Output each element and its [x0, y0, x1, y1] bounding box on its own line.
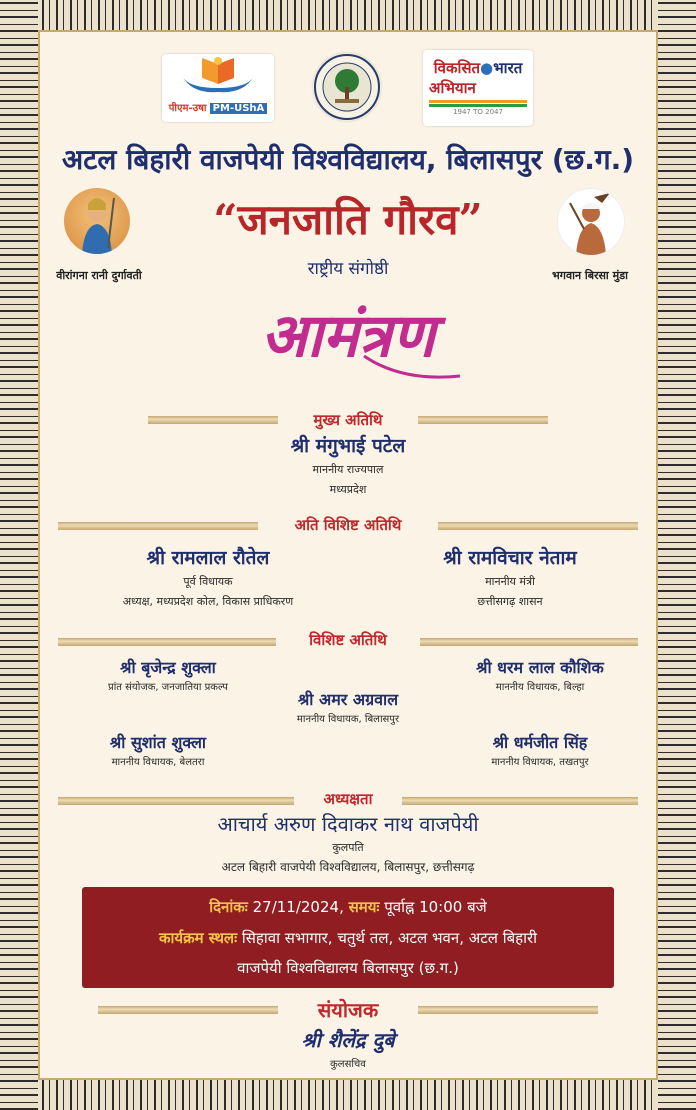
- tribal-border-left: [0, 0, 38, 1110]
- date-value: 27/11/2024: [252, 898, 340, 916]
- invitation-swash-icon: [362, 352, 462, 380]
- pm-usha-en: PM-UShA: [210, 103, 268, 114]
- viksit-bharat-logo: [423, 50, 533, 126]
- divider-left: [58, 797, 294, 805]
- special-guest-name: श्री धर्मजीत सिंह: [492, 733, 588, 752]
- convener-name: श्री शैलेंद्र दुबे: [301, 1028, 395, 1052]
- special-guest-role: प्रांत संयोजक, जनजातिया प्रकल्प: [108, 682, 228, 693]
- special-guest-heading: विशिष्ट अतिथि: [309, 631, 387, 649]
- presidency-heading: अध्यक्षता: [323, 790, 373, 808]
- venue-value-line2: वाजपेयी विश्वविद्यालय बिलासपुर (छ.ग.): [237, 959, 459, 977]
- rani-durgavati-portrait: [64, 188, 130, 254]
- divider-right: [418, 1006, 598, 1014]
- saffron-stripe: [429, 100, 527, 103]
- warrior-queen-icon: [64, 188, 130, 254]
- divider-right: [418, 416, 548, 424]
- special-guest-name: श्री सुशांत शुक्ला: [109, 733, 207, 752]
- green-stripe: [429, 104, 527, 107]
- chief-guest-line2: मध्यप्रदेश: [329, 483, 367, 496]
- special-guest-name: श्री अमर अग्रवाल: [297, 690, 399, 709]
- special-guest-role: माननीय विधायक, बेलतरा: [111, 757, 205, 768]
- left-portrait-caption: वीरांगना रानी दुर्गावती: [56, 269, 142, 282]
- book-hands-icon: [162, 54, 274, 98]
- venue-label: कार्यक्रम स्थलः: [158, 929, 238, 947]
- divider-left: [58, 638, 276, 646]
- chief-guest-line1: माननीय राज्यपाल: [312, 463, 384, 476]
- divider-right: [438, 522, 638, 530]
- date-label: दिनांकः: [209, 898, 248, 916]
- university-seal-icon: [313, 53, 381, 121]
- special-chief-guest-left-name: श्री रामलाल रौतेल: [146, 547, 270, 569]
- event-title: “जनजाति गौरव”: [213, 195, 483, 244]
- special-guest-name: श्री धरम लाल कौशिक: [476, 658, 604, 677]
- right-portrait-caption: भगवान बिरसा मुंडा: [552, 269, 628, 282]
- birsa-munda-portrait: [557, 188, 625, 256]
- special-guest-role: माननीय विधायक, तखतपुर: [491, 757, 589, 768]
- presidency-line1: कुलपति: [332, 841, 364, 854]
- divider-left: [148, 416, 278, 424]
- venue-value-line1: सिहावा सभागार, चतुर्थ तल, अटल भवन, अटल बिहारी: [241, 929, 538, 947]
- special-chief-guest-right-name: श्री रामविचार नेताम: [443, 547, 577, 569]
- special-chief-guest-right-line1: माननीय मंत्री: [485, 575, 535, 588]
- presidency-line2: अटल बिहारी वाजपेयी विश्वविद्यालय, बिलासपुर, छत्तीसगढ़: [221, 860, 475, 874]
- pm-usha-logo: [162, 54, 274, 122]
- special-chief-guest-heading: अति विशिष्ट अतिथि: [294, 516, 402, 534]
- pm-usha-hindi: पीएम-उषा: [168, 103, 207, 114]
- convener-role: कुलसचिव: [330, 1059, 366, 1070]
- tribal-border-bottom: [0, 1080, 696, 1110]
- divider-left: [58, 522, 258, 530]
- convener-heading: संयोजक: [317, 998, 379, 1022]
- viksit-years: 1947 TO 2047: [453, 108, 503, 116]
- university-title: अटल बिहारी वाजपेयी विश्वविद्यालय, बिलासपुर (छ.ग.): [61, 143, 635, 176]
- tribal-border-top: [0, 0, 696, 30]
- invitation-heading: आमंत्रण: [261, 301, 435, 371]
- special-guest-role: माननीय विधायक, बिल्हा: [495, 682, 585, 693]
- special-guest-role: माननीय विधायक, बिलासपुर: [296, 714, 400, 725]
- chief-guest-name: श्री मंगुभाई पटेल: [290, 435, 406, 457]
- special-guest-name: श्री बृजेन्द्र शुक्ला: [120, 658, 216, 677]
- tribal-leader-icon: [558, 189, 624, 255]
- viksit-label: विकसित: [433, 59, 481, 77]
- university-seal: [313, 53, 381, 121]
- bharat-label: भारत: [493, 59, 523, 77]
- time-label: समयः: [348, 898, 380, 916]
- special-chief-guest-right-line2: छत्तीसगढ़ शासन: [477, 595, 543, 608]
- globe-icon: ●: [480, 59, 494, 77]
- event-subtitle: राष्ट्रीय संगोष्ठी: [307, 259, 389, 279]
- chief-guest-heading: मुख्य अतिथि: [313, 411, 383, 429]
- divider-right: [420, 638, 638, 646]
- special-chief-guest-left-line1: पूर्व विधायक: [183, 575, 233, 588]
- schedule-panel: दिनांकः 27/11/2024, समयः पूर्वाह्न 10:00 बजे कार्यक्रम स्थलः सिहावा सभागार, चतुर्थ तल, अटल भवन, अटल बिहारी वाजपेयी विश्वविद्यालय बिलासपुर (छ.ग.): [82, 887, 614, 988]
- tribal-border-right: [658, 0, 696, 1110]
- special-chief-guest-left-line2: अध्यक्ष, मध्यप्रदेश कोल, विकास प्राधिकरण: [122, 595, 294, 608]
- abhiyan-label: अभियान: [429, 79, 476, 97]
- divider-left: [98, 1006, 278, 1014]
- time-value: पूर्वाह्न 10:00 बजे: [384, 898, 487, 916]
- divider-right: [402, 797, 638, 805]
- presidency-name: आचार्य अरुण दिवाकर नाथ वाजपेयी: [217, 812, 479, 836]
